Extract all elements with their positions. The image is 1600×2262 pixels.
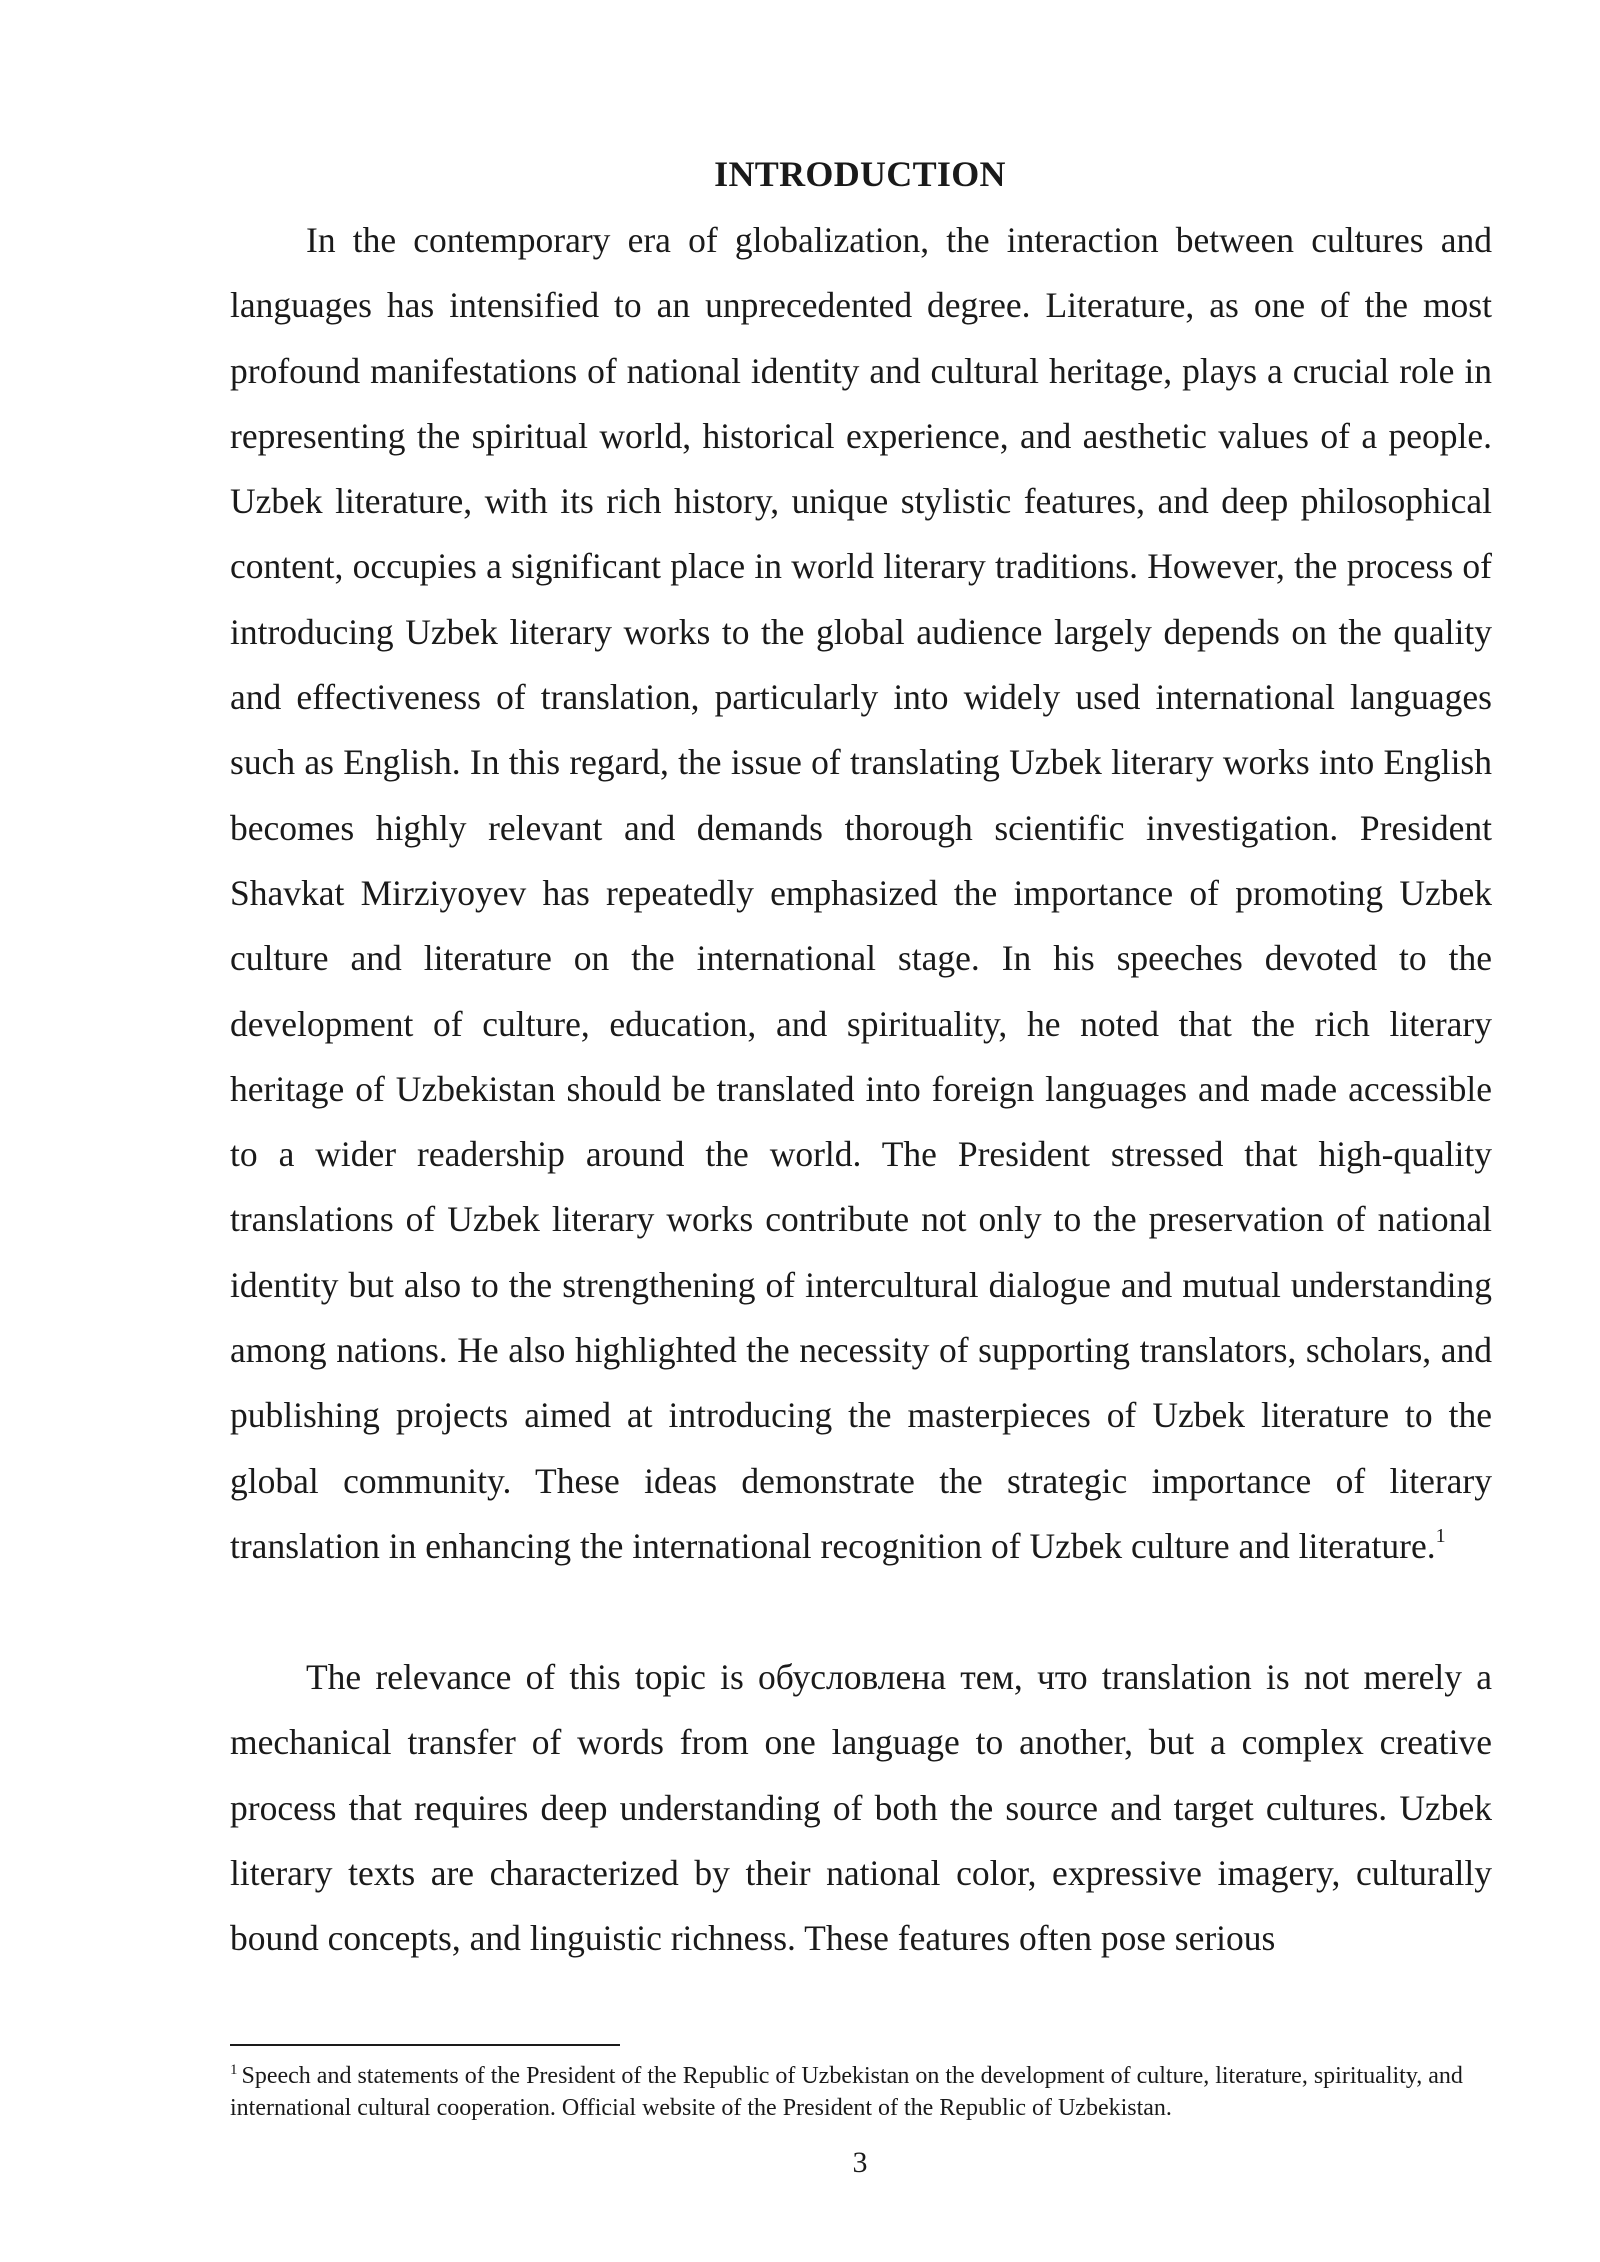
body-paragraph-1: [230, 208, 1492, 1579]
body-paragraph-2: [230, 1645, 1492, 1971]
footnote: [230, 2060, 1492, 2124]
footnote-separator: [230, 2044, 620, 2046]
footnote-reference[interactable]: 1: [1435, 1524, 1446, 1547]
paragraph-text: In the contemporary era of globalization, the interaction between cultures and languages has intensified to an unprecedented degree. Literature, as one of the most profound manifestations of national identity and cultural heritage, plays a crucial role in representing the spiritual world, historical experience, and aesthetic values of a people. Uzbek literature, with its rich history, unique stylistic features, and deep philosophical content, occupies a significant place in world literary traditions. However, the process of introducing Uzbek literary works to the global audience largely depends on the quality and effectiveness of translation, particularly into widely used international languages such as English. In this regard, the issue of translating Uzbek literary works into English becomes highly relevant and demands thorough scientific investigation. President Shavkat Mirziyoyev has repeatedly emphasized the importance of promoting Uzbek culture and literature on the international stage. In his speeches devoted to the development of culture, education, and spirituality, he noted that the rich literary heritage of Uzbekistan should be translated into foreign languages and made accessible to a wider readership around the world. The President stressed that high-quality translations of Uzbek literary works contribute not only to the preservation of national identity but also to the strengthening of intercultural dialogue and mutual understanding among nations. He also highlighted the necessity of supporting translators, scholars, and publishing projects aimed at introducing the masterpieces of Uzbek literature to the global community. These ideas demonstrate the strategic importance of literary translation in enhancing the international recognition of Uzbek culture and literature.: [230, 220, 1492, 1566]
footnote-text: Speech and statements of the President of the Republic of Uzbekistan on the development of culture, literature, spirituality, and international cultural cooperation. Official website of the President of the Republic of Uzbekistan.: [230, 2063, 1463, 2121]
footnote-number: 1: [230, 2062, 238, 2078]
page-number: 3: [852, 2146, 868, 2179]
section-heading: INTRODUCTION: [714, 154, 1006, 194]
paragraph-text: The relevance of this topic is обусловлена тем, что translation is not merely a mechanical transfer of words from one language to another, but a complex creative process that requires deep understanding of both the source and target cultures. Uzbek literary texts are characterized by their national color, expressive imagery, culturally bound concepts, and linguistic richness. These features often pose serious: [230, 1657, 1492, 1959]
